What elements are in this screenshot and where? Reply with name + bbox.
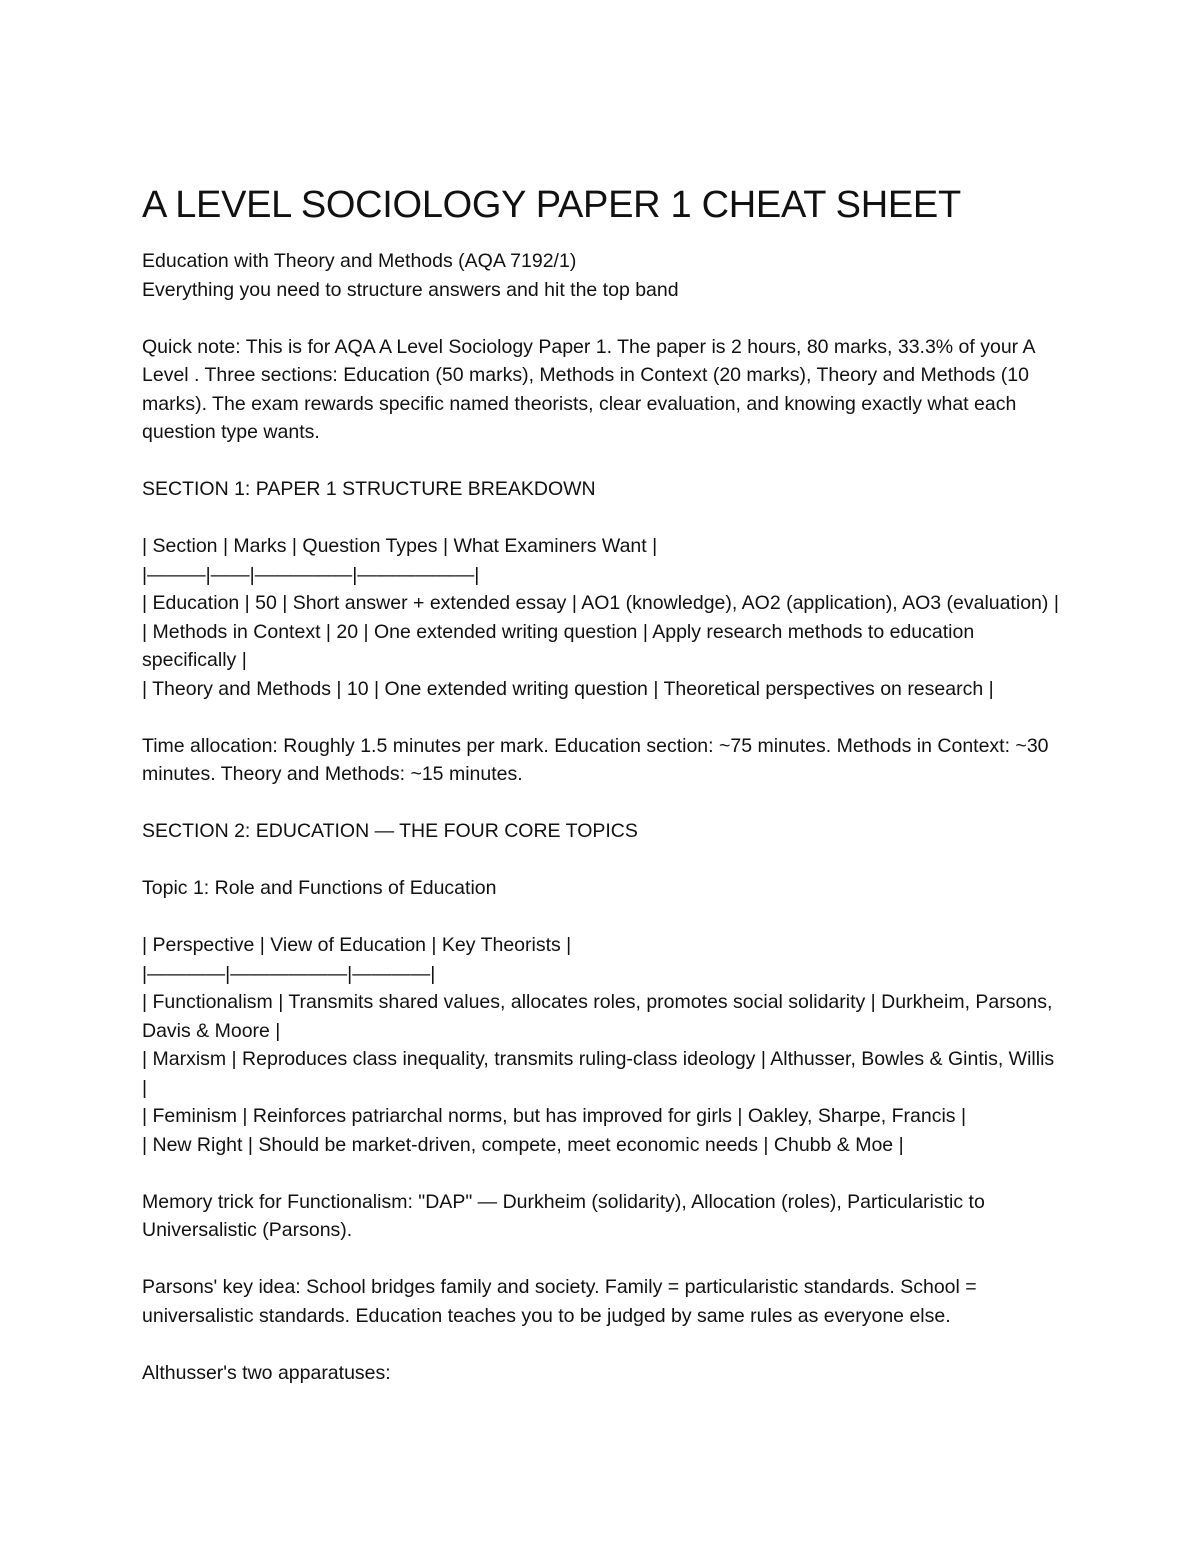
section-2-heading: SECTION 2: EDUCATION — THE FOUR CORE TOPICS (142, 820, 638, 842)
section-1-heading: SECTION 1: PAPER 1 STRUCTURE BREAKDOWN (142, 478, 596, 500)
table-header-row: | Perspective | View of Education | Key Theorists | (142, 934, 572, 956)
spacer (142, 1159, 1060, 1188)
table-row: | Functionalism | Transmits shared values, allocates roles, promotes social solidarity | Durkheim, Parsons, Davis & Moore | (142, 991, 1053, 1042)
spacer (142, 846, 1060, 875)
spacer (142, 447, 1060, 476)
subtitle-line-1: Education with Theory and Methods (AQA 7192/1) (142, 250, 577, 272)
spacer (142, 504, 1060, 533)
quick-note-paragraph: Quick note: This is for AQA A Level Sociology Paper 1. The paper is 2 hours, 80 marks, 33.3% of your A Level . Three sections: Education (50 marks), Methods in Context (20 marks), Theory and Methods (10 marks). The exam rewards specific named theorists, clear evaluation, and knowing exactly what each question type wants. (142, 335, 1035, 443)
spacer (142, 903, 1060, 932)
subtitle-line-2: Everything you need to structure answers and hit the top band (142, 278, 679, 301)
table-divider-row: |————|——————|————| (142, 962, 436, 985)
topic-1-heading: Topic 1: Role and Functions of Education (142, 877, 497, 899)
table-divider-row: |———|——|—————|——————| (142, 563, 480, 586)
perspectives-table (142, 931, 1060, 1159)
table-row: | Feminism | Reinforces patriarchal norms, but has improved for girls | Oakley, Sharpe, Francis | (142, 1105, 967, 1127)
althusser-line: Althusser's two apparatuses: (142, 1361, 391, 1384)
spacer (142, 789, 1060, 818)
spacer (142, 703, 1060, 732)
table-row: | Marxism | Reproduces class inequality, transmits ruling-class ideology | Althusser, Bowles & Gintis, Willis | (142, 1048, 1055, 1099)
table-row: | Theory and Methods | 10 | One extended writing question | Theoretical perspectives on research | (142, 677, 994, 700)
table-row: | Methods in Context | 20 | One extended writing question | Apply research methods to education specifically | (142, 620, 975, 671)
document-title: A LEVEL SOCIOLOGY PAPER 1 CHEAT SHEET (142, 184, 961, 226)
spacer (142, 304, 1060, 333)
spacer (142, 1245, 1060, 1274)
table-row: | Education | 50 | Short answer + extended essay | AO1 (knowledge), AO2 (application), AO3 (evaluation) | (142, 592, 1059, 614)
table-header-row: | Section | Marks | Question Types | What Examiners Want | (142, 535, 658, 557)
spacer (142, 1330, 1060, 1359)
memory-trick-paragraph: Memory trick for Functionalism: "DAP" — Durkheim (solidarity), Allocation (roles), Particularistic to Universalistic (Parsons). (142, 1190, 985, 1241)
table-row: | New Right | Should be market-driven, compete, meet economic needs | Chubb & Moe | (142, 1133, 904, 1156)
time-allocation-paragraph: Time allocation: Roughly 1.5 minutes per mark. Education section: ~75 minutes. Methods in Context: ~30 minutes. Theory and Methods: ~15 minutes. (142, 734, 1049, 785)
structure-table (142, 532, 1060, 703)
parsons-paragraph: Parsons' key idea: School bridges family and society. Family = particularistic standards. School = universalistic standards. Education teaches you to be judged by same rules as everyone else. (142, 1276, 977, 1327)
